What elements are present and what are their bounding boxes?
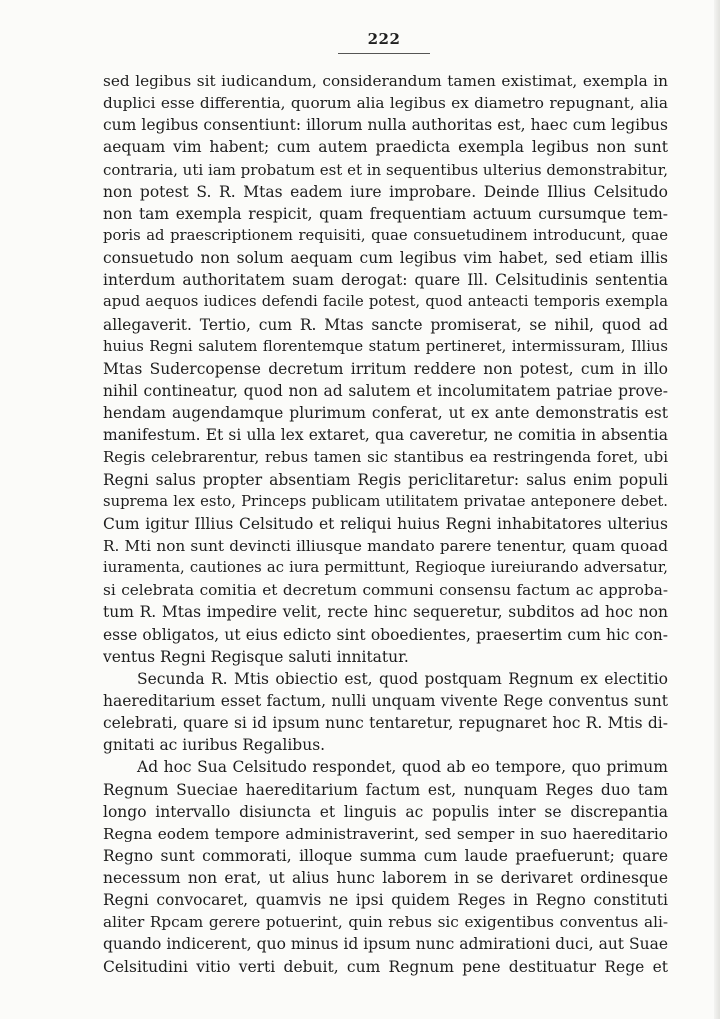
text-line: Regni convocaret, quamvis ne ipsi quidem Reges in Regno constituti: [103, 891, 668, 910]
text-line: ventus Regni Regisque saluti innitatur.: [103, 647, 409, 666]
text-line: non potest S. R. Mtas eadem iure improbare. Deinde Illius Celsitudo: [103, 182, 668, 201]
text-line: Regni salus propter absentiam Regis periclitaretur: salus enim populi: [103, 470, 668, 489]
text-line: iuramenta, cautiones ac iura permittunt, Regioque iureiurando adversatur,: [103, 559, 668, 577]
text-line: tum R. Mtas impedire velit, recte hinc sequeretur, subditos ad hoc non: [103, 603, 668, 622]
text-line: aliter Rpcam gerere potuerint, quin rebus sic exigentibus conventus ali-: [103, 913, 668, 932]
text-line: longo intervallo disiuncta et linguis ac populis inter se discrepantia: [103, 802, 668, 821]
text-line: suprema lex esto, Princeps publicam utilitatem privatae anteponere debet.: [103, 492, 668, 510]
text-line: esse obligatos, ut eius edicto sint oboedientes, praesertim cum hic con-: [103, 625, 668, 644]
header-rule: [338, 53, 430, 54]
page-number: 222: [367, 30, 401, 48]
text-line: interdum authoritatem suam derogat: quare Ill. Celsitudinis sententia: [103, 271, 668, 290]
text-line: necessum non erat, ut alius hunc laborem in se derivaret ordinesque: [103, 869, 668, 888]
text-line: Regna eodem tempore administraverint, sed semper in suo haereditario: [103, 824, 668, 843]
text-line: Secunda R. Mtis obiectio est, quod postquam Regnum ex electitio: [137, 669, 668, 688]
text-line: Regnum Sueciae haereditarium factum est, nunquam Reges duo tam: [103, 780, 668, 799]
text-line: haereditarium esset factum, nulli unquam vivente Rege conventus sunt: [103, 691, 668, 710]
text-line: Cum igitur Illius Celsitudo et reliqui huius Regni inhabitatores ulterius: [103, 514, 668, 533]
scan-edge: [714, 0, 720, 1019]
text-line: Regno sunt commorati, illoque summa cum laude praefuerunt; quare: [103, 846, 668, 865]
text-line: hendam augendamque plurimum conferat, ut ex ante demonstratis est: [103, 404, 668, 423]
text-line: Celsitudini vitio verti debuit, cum Regnum pene destituatur Rege et: [103, 957, 668, 976]
text-line: manifestum. Et si ulla lex extaret, qua caveretur, ne comitia in absentia: [103, 426, 668, 445]
text-line: allegaverit. Tertio, cum R. Mtas sancte promiserat, se nihil, quod ad: [103, 315, 668, 334]
text-line: R. Mti non sunt devincti illiusque mandato parere tenentur, quam quoad: [103, 536, 668, 555]
body-text: [103, 70, 668, 978]
text-line: quando indicerent, quo minus id ipsum nunc admirationi duci, aut Suae: [103, 935, 668, 954]
text-line: sed legibus sit iudicandum, considerandum tamen existimat, exempla in: [103, 72, 668, 90]
text-line: apud aequos iudices defendi facile potest, quod anteacti temporis exempla: [103, 293, 668, 311]
text-line: consuetudo non solum aequam cum legibus vim habet, sed etiam illis: [103, 249, 668, 268]
text-line: Mtas Sudercopense decretum irritum reddere non potest, cum in illo: [103, 359, 668, 378]
text-line: celebrati, quare si id ipsum nunc tentaretur, repugnaret hoc R. Mtis di-: [103, 714, 668, 733]
text-line: cum legibus consentiunt: illorum nulla authoritas est, haec cum legibus: [103, 116, 668, 135]
text-line: contraria, uti iam probatum est et in sequentibus ulterius demonstrabitur,: [103, 160, 668, 179]
text-line: poris ad praescriptionem requisiti, quae consuetudinem introducunt, quae: [103, 226, 668, 244]
text-line: gnitati ac iuribus Regalibus.: [103, 736, 326, 755]
text-line: Ad hoc Sua Celsitudo respondet, quod ab eo tempore, quo primum: [137, 758, 668, 777]
text-line: aequam vim habent; cum autem praedicta exempla legibus non sunt: [103, 138, 668, 157]
text-line: nihil contineatur, quod non ad salutem et incolumitatem patriae prove-: [103, 381, 668, 400]
text-line: si celebrata comitia et decretum communi consensu factum ac approba-: [103, 581, 668, 600]
text-line: non tam exempla respicit, quam frequentiam actuum cursumque tem-: [103, 204, 668, 223]
text-line: huius Regni salutem florentemque statum pertineret, intermissuram, Illius: [103, 337, 668, 355]
text-line: duplici esse differentia, quorum alia legibus ex diametro repugnant, alia: [103, 94, 668, 113]
text-line: Regis celebrarentur, rebus tamen sic stantibus ea restringenda foret, ubi: [103, 448, 668, 467]
